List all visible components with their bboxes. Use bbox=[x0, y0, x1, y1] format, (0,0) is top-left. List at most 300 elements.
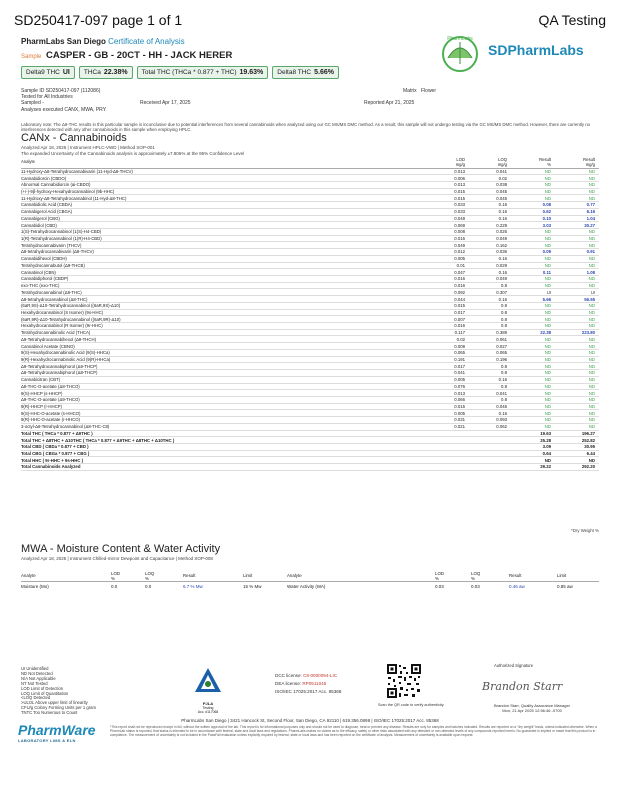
table-row bbox=[21, 410, 599, 417]
badge-thca bbox=[79, 66, 133, 79]
result-mg: ND bbox=[555, 336, 599, 343]
result-percent: ND bbox=[511, 336, 555, 343]
result-percent: ND bbox=[511, 228, 555, 235]
table-row bbox=[21, 202, 599, 209]
loq-value: 0.16 bbox=[469, 376, 511, 383]
legend-item: >ULOL Above upper limit of linearity bbox=[21, 700, 88, 706]
pjla-acc: Acc. #117068 bbox=[197, 710, 219, 714]
table-row bbox=[21, 282, 599, 289]
lod-value: 0.049 bbox=[431, 242, 469, 249]
result-mg: ND bbox=[555, 370, 599, 377]
result-percent: ND bbox=[511, 181, 555, 188]
result-mg: ND bbox=[555, 262, 599, 269]
license-block bbox=[275, 672, 341, 696]
analyte-name: 9(S)-HHCP (s-HHCP) bbox=[21, 390, 431, 397]
logo-wordmark: SDPharmLabs bbox=[488, 42, 584, 58]
top-bar bbox=[0, 0, 620, 36]
sample-name-line bbox=[21, 50, 232, 61]
badge-value: 5.66% bbox=[314, 69, 334, 76]
analyte-name: 3-octyl-Δ8-Tetrahydrocannabinol (Δ8-THC-C8) bbox=[21, 423, 431, 430]
table-row bbox=[21, 336, 599, 343]
loq-value: 0.389 bbox=[469, 329, 511, 336]
potency-badges bbox=[21, 66, 339, 79]
sample-name: CASPER - GB - 20CT - HH - JACK HERER bbox=[45, 50, 233, 61]
total-label: Total THC ( THCa * 0.877 + Δ9THC ) bbox=[21, 430, 511, 437]
loq-value: 0.8 bbox=[469, 302, 511, 309]
result-mg: 56.55 bbox=[555, 296, 599, 303]
mwa-header: Analyte bbox=[287, 572, 435, 582]
result-percent: ND bbox=[511, 417, 555, 424]
result-mg: ND bbox=[555, 309, 599, 316]
total-percent: 3.09 bbox=[511, 443, 555, 450]
analyte-name: 1(S)-Tetrahydrocannabinol (1(S)-H4-CBD) bbox=[21, 228, 431, 235]
loq-value: 0.061 bbox=[469, 336, 511, 343]
table-row bbox=[21, 296, 599, 303]
mwa-cell: 0.85 aw bbox=[557, 583, 573, 589]
loq-value: 0.8 bbox=[469, 396, 511, 403]
analyte-name: (6aR,9S)-Δ10-Tetrahydrocannabinol ((6aR,9S)-Δ10) bbox=[21, 302, 431, 309]
result-percent: 0.10 bbox=[511, 215, 555, 222]
pjla-accreditation bbox=[193, 666, 223, 714]
table-row bbox=[21, 343, 599, 350]
result-percent: ND bbox=[511, 376, 555, 383]
mwa-cell: 0.0 bbox=[145, 583, 152, 589]
lod-value: 0.016 bbox=[431, 323, 469, 330]
result-percent: 22.38 bbox=[511, 329, 555, 336]
lod-value: 0.005 bbox=[431, 410, 469, 417]
analyte-name: Δ8-Tetrahydrocannabiphorol (Δ8-THCP) bbox=[21, 370, 431, 377]
loq-value: 0.049 bbox=[469, 276, 511, 283]
total-row bbox=[21, 450, 599, 457]
result-percent: 0.11 bbox=[511, 269, 555, 276]
mwa-header: Result bbox=[509, 572, 557, 582]
legend-item: LOQ Limit of Quantitation bbox=[21, 690, 69, 696]
result-percent: UI bbox=[511, 289, 555, 296]
result-percent: ND bbox=[511, 255, 555, 262]
loq-value: 0.8 bbox=[469, 370, 511, 377]
lod-value: 0.017 bbox=[431, 363, 469, 370]
badge-total-thc bbox=[137, 66, 269, 79]
disclaimer: *This report shall not be reproduced except in full, without the written approval of the lab. This report is for informational purposes only and should not be used to diagnose, treat or prevent any disease. Results are only for samples and batches indicated. Results are reported on a "dry weight" basis, unless indicated otherwise. When a PharmLab status is reported, that status is intended to be in accordance with federal, state and local laws and regulations. PharmLabs makes no claims as to the efficacy, safety or other risks associated with any detected or non-detected levels of any compounds reported herein. No guarantee is implied or made that this product is in compliance. The measurement of uncertainty is not included in the PassFail evaluation unless explicitly required by federal, state or local laws and has been reported on the certificate of analysis. Measurement of uncertainty is available upon request. bbox=[110, 725, 597, 737]
analyte-name: Δ9-Tetrahydrocannabihexol (Δ9-THCH) bbox=[21, 336, 431, 343]
lod-value: 0.021 bbox=[431, 423, 469, 430]
canx-analyzed-line: Analyzed Apr 18, 2025 | Instrument HPLC-VWD | Method SOP-001 bbox=[21, 145, 155, 150]
lod-value: 0.008 bbox=[431, 228, 469, 235]
lod-value: 0.005 bbox=[431, 376, 469, 383]
lab-address: PharmLabs San Diego | 3421 Hancock St, Second Floor, San Diego, CA 92110 | 619.356.0898 | ISO/IEC 17025:2017 Acc. 85368 bbox=[181, 718, 439, 723]
loq-value: 0.8 bbox=[469, 282, 511, 289]
analyte-name: 9(R)-HHCP (r-HHCP) bbox=[21, 403, 431, 410]
header-result-mg: Result mg/g bbox=[555, 158, 599, 168]
result-mg: ND bbox=[555, 276, 599, 283]
table-row bbox=[21, 323, 599, 330]
document-title: SD250417-097 page 1 of 1 bbox=[14, 12, 183, 28]
result-mg: ND bbox=[555, 349, 599, 356]
table-row bbox=[21, 235, 599, 242]
lod-value: 0.007 bbox=[431, 316, 469, 323]
total-mg: 196.27 bbox=[555, 430, 599, 437]
result-percent: ND bbox=[511, 175, 555, 182]
table-row bbox=[21, 376, 599, 383]
mwa-header: Limit bbox=[557, 572, 599, 582]
badge-label: Delta9 THC bbox=[26, 69, 60, 76]
result-mg: 30.27 bbox=[555, 222, 599, 229]
lod-value: 0.048 bbox=[431, 215, 469, 222]
analyte-name: Hexahydrocannabinol (R Isomer) (9r-HHC) bbox=[21, 323, 431, 330]
loq-value: 0.065 bbox=[469, 349, 511, 356]
badge-value: 22.38% bbox=[103, 69, 128, 76]
analyte-name: 11-Hydroxy-Δ8-Tetrahydrocannabinol (11-Hyd-Δ8-THC) bbox=[21, 195, 431, 202]
loq-value: 0.027 bbox=[469, 343, 511, 350]
total-row bbox=[21, 464, 599, 471]
legend-item: UI Unidentified bbox=[21, 666, 49, 671]
signatory-name: Brandon Starr, Quality Assurance Manager bbox=[493, 703, 571, 708]
legend-item: TNTC Too Numerous to Count bbox=[21, 710, 78, 716]
table-row bbox=[21, 370, 599, 377]
total-percent: 0.64 bbox=[511, 450, 555, 457]
header-analyte: Analyte bbox=[21, 158, 431, 168]
result-percent: ND bbox=[511, 168, 555, 175]
table-header-row bbox=[21, 158, 599, 168]
lod-value: 0.066 bbox=[431, 396, 469, 403]
header-loq: LOQ mg/g bbox=[469, 158, 511, 168]
logo-arc-text: PharmLabs bbox=[447, 36, 473, 42]
analyte-name: 11-Hydroxy-Δ8-Tetrahydrocannabivarin (11-Hyd-Δ8-THCV) bbox=[21, 168, 431, 175]
dea-label: DEA license: bbox=[275, 681, 302, 686]
table-row bbox=[21, 195, 599, 202]
loq-value: 0.8 bbox=[469, 323, 511, 330]
table-row bbox=[21, 222, 599, 229]
table-row bbox=[21, 396, 599, 403]
qr-caption: Scan the QR code to verify authenticity bbox=[378, 703, 444, 707]
lab-name-text: PharmLabs San Diego bbox=[21, 37, 106, 46]
result-percent: ND bbox=[511, 235, 555, 242]
lod-value: 0.015 bbox=[431, 195, 469, 202]
dcc-license: C8-0000094-LIC bbox=[303, 673, 338, 678]
mwa-cell: 0.0 bbox=[111, 583, 118, 589]
result-mg: ND bbox=[555, 356, 599, 363]
badge-value: UI bbox=[62, 69, 70, 76]
badge-label: Total THC (THCa * 0.877 + THC) bbox=[141, 69, 237, 76]
lod-value: 0.065 bbox=[431, 349, 469, 356]
loq-value: 0.16 bbox=[469, 215, 511, 222]
result-percent: 0.09 bbox=[511, 249, 555, 256]
result-percent: ND bbox=[511, 349, 555, 356]
result-percent: ND bbox=[511, 276, 555, 283]
analyte-name: Tetrahydrocannabivarin (THCV) bbox=[21, 242, 431, 249]
analyte-name: Δ8-tetrahydrocannabinol (Δ8-THC) bbox=[21, 296, 431, 303]
loq-value: 0.8 bbox=[469, 363, 511, 370]
result-percent: ND bbox=[511, 383, 555, 390]
loq-value: 0.062 bbox=[469, 423, 511, 430]
loq-value: 0.229 bbox=[469, 222, 511, 229]
result-mg: ND bbox=[555, 228, 599, 235]
result-percent: ND bbox=[511, 390, 555, 397]
result-percent: ND bbox=[511, 302, 555, 309]
sdpharmlabs-logo bbox=[430, 32, 600, 72]
lod-value: 0.069 bbox=[431, 222, 469, 229]
table-row bbox=[21, 417, 599, 424]
legend-item: NT Not Tested bbox=[21, 680, 48, 686]
total-label: Total CBG ( CBGa * 0.877 + CBG ) bbox=[21, 450, 511, 457]
table-row bbox=[21, 349, 599, 356]
loq-value: 0.026 bbox=[469, 228, 511, 235]
analyte-name: Δ9-THC-O-acetate (Δ9-THCO) bbox=[21, 396, 431, 403]
result-mg: ND bbox=[555, 383, 599, 390]
result-mg: ND bbox=[555, 255, 599, 262]
table-row bbox=[21, 175, 599, 182]
analyte-name: (+/-)-9β-hydroxy-Hexahydrocannabinol (9b-HHC) bbox=[21, 188, 431, 195]
table-row bbox=[21, 316, 599, 323]
analyte-name: Tetrahydrocannabutol (Δ9-THCB) bbox=[21, 262, 431, 269]
qa-testing-label: QA Testing bbox=[538, 12, 606, 28]
total-mg: 252.82 bbox=[555, 437, 599, 444]
table-row bbox=[21, 289, 599, 296]
mwa-header: LOQ % bbox=[471, 572, 509, 582]
result-mg: ND bbox=[555, 168, 599, 175]
total-label: Total THC + Δ8THC + Δ10THC ( THCa * 0.877 + Δ9THC + Δ8THC + Δ10THC ) bbox=[21, 437, 511, 444]
result-mg: ND bbox=[555, 242, 599, 249]
result-mg: ND bbox=[555, 282, 599, 289]
table-row bbox=[21, 242, 599, 249]
result-mg: 223.80 bbox=[555, 329, 599, 336]
result-percent: ND bbox=[511, 282, 555, 289]
table-row bbox=[21, 228, 599, 235]
table-row bbox=[21, 363, 599, 370]
loq-value: 0.16 bbox=[469, 410, 511, 417]
mwa-cell: 0.03 bbox=[435, 583, 444, 589]
lod-value: 0.009 bbox=[431, 343, 469, 350]
tested-for: Tested for All Industries bbox=[21, 94, 73, 101]
analyte-name: Hexahydrocannabinol (S Isomer) (9s-HHC) bbox=[21, 309, 431, 316]
result-percent: ND bbox=[511, 356, 555, 363]
iso-accreditation: ISO/IEC 17025:2017 Acc. 85368 bbox=[275, 689, 342, 694]
loq-value: 0.02 bbox=[469, 175, 511, 182]
mwa-header: Result bbox=[183, 572, 243, 582]
lod-value: 0.191 bbox=[431, 356, 469, 363]
table-row bbox=[21, 188, 599, 195]
result-percent: ND bbox=[511, 396, 555, 403]
table-row bbox=[21, 215, 599, 222]
pharmware-tagline: LABORATORY LIMS & ELN bbox=[18, 738, 76, 743]
result-mg: ND bbox=[555, 363, 599, 370]
total-percent: ND bbox=[511, 457, 555, 464]
abbreviation-legend bbox=[21, 667, 96, 716]
mwa-cell: 15 % Mw bbox=[243, 583, 262, 589]
analyte-name: Cannabidiol (CBD) bbox=[21, 222, 431, 229]
result-percent: 3.03 bbox=[511, 222, 555, 229]
analyte-name: Δ9-Tetrahydrocannabiphorol (Δ9-THCP) bbox=[21, 363, 431, 370]
dry-weight-note: *Dry Weight % bbox=[571, 528, 599, 533]
table-row bbox=[21, 309, 599, 316]
analyte-name: Cannabigerol (CBG) bbox=[21, 215, 431, 222]
analyses-executed: Analyses executed CANX, MWA, PRY bbox=[21, 106, 107, 113]
sample-id: Sample ID SD250417-097 (112086) bbox=[21, 88, 101, 94]
table-row bbox=[21, 249, 599, 256]
matrix-label: Matrix bbox=[403, 88, 417, 94]
table-row bbox=[21, 403, 599, 410]
table-row bbox=[21, 262, 599, 269]
total-percent: 19.63 bbox=[511, 430, 555, 437]
analyte-name: Cannabicitran (CBT) bbox=[21, 376, 431, 383]
lod-value: 0.015 bbox=[431, 188, 469, 195]
result-percent: ND bbox=[511, 403, 555, 410]
matrix-value: Flower bbox=[421, 88, 437, 94]
analyte-name: Cannabigerol Acid (CBGA) bbox=[21, 208, 431, 215]
analyte-name: Δ8-tetrahydrocannabivarin (Δ8-THCV) bbox=[21, 249, 431, 256]
loq-value: 0.8 bbox=[469, 383, 511, 390]
lod-value: 0.015 bbox=[431, 302, 469, 309]
pjla-sub: Testing bbox=[202, 706, 214, 710]
loq-value: 0.038 bbox=[469, 181, 511, 188]
result-mg: ND bbox=[555, 323, 599, 330]
legend-item: N/A Not Applicable bbox=[21, 675, 56, 681]
header-lod: LOD mg/g bbox=[431, 158, 469, 168]
mwa-section-title: MWA - Moisture Content & Water Activity bbox=[21, 543, 221, 555]
loq-value: 0.196 bbox=[469, 356, 511, 363]
table-row bbox=[21, 255, 599, 262]
sampled-date: Sampled - bbox=[21, 100, 44, 107]
result-mg: 1.08 bbox=[555, 269, 599, 276]
result-mg: ND bbox=[555, 302, 599, 309]
canx-section-title: CANx - Cannabinoids bbox=[21, 132, 127, 144]
table-row bbox=[21, 390, 599, 397]
sample-metadata bbox=[21, 88, 601, 113]
result-mg: 0.77 bbox=[555, 202, 599, 209]
total-mg: ND bbox=[555, 457, 599, 464]
analyte-name: 9(R)-HHC-O-acetate (r-HHCO) bbox=[21, 417, 431, 424]
qr-code-icon[interactable] bbox=[386, 663, 422, 699]
lod-value: 0.016 bbox=[431, 282, 469, 289]
pharmware-wordmark: PharmWare bbox=[18, 722, 96, 738]
mwa-cell: 0.46 aw bbox=[509, 583, 525, 589]
result-percent: 0.62 bbox=[511, 208, 555, 215]
analyte-name: Cannabinol Acetate (CBNO) bbox=[21, 343, 431, 350]
analyte-name: Δ8-THC-O-acetate (Δ8-THCO) bbox=[21, 383, 431, 390]
result-mg: 0.91 bbox=[555, 249, 599, 256]
loq-value: 0.16 bbox=[469, 269, 511, 276]
loq-value: 0.029 bbox=[469, 262, 511, 269]
result-percent: ND bbox=[511, 363, 555, 370]
lod-value: 0.016 bbox=[431, 276, 469, 283]
table-row bbox=[21, 582, 599, 591]
lod-value: 0.041 bbox=[431, 370, 469, 377]
analyte-name: Tetrahydrocannabinolic Acid (THCA) bbox=[21, 329, 431, 336]
loq-value: 0.8 bbox=[469, 316, 511, 323]
badge-label: Delta8 THC bbox=[277, 69, 312, 76]
badge-delta9-thc bbox=[21, 66, 75, 79]
result-percent: 5.66 bbox=[511, 296, 555, 303]
analyte-name: 1(R)-Tetrahydrocannabinol (1(R)-H4-CBD) bbox=[21, 235, 431, 242]
lod-value: 0.012 bbox=[431, 249, 469, 256]
result-mg: ND bbox=[555, 343, 599, 350]
legend-item: CFU/g Colony Forming Units per 1 gram bbox=[21, 705, 96, 711]
analyte-name: 9(S)-Hexahydrocannabinolic Acid (9(S)-HHCa) bbox=[21, 349, 431, 356]
lod-value: 0.092 bbox=[431, 289, 469, 296]
loq-value: 0.16 bbox=[469, 296, 511, 303]
legend-item: <LOQ Detected bbox=[21, 695, 51, 701]
analyte-name: Cannabidihexol (CBDH) bbox=[21, 255, 431, 262]
table-row bbox=[21, 168, 599, 175]
loq-value: 0.16 bbox=[469, 208, 511, 215]
pjla-name: PJLA bbox=[202, 701, 214, 706]
loq-value: 0.16 bbox=[469, 255, 511, 262]
result-percent: ND bbox=[511, 195, 555, 202]
table-row bbox=[21, 181, 599, 188]
loq-value: 0.045 bbox=[469, 403, 511, 410]
table-row bbox=[21, 269, 599, 276]
result-percent: ND bbox=[511, 423, 555, 430]
result-percent: 0.08 bbox=[511, 202, 555, 209]
mwa-cell: 6.7 % Mw bbox=[183, 583, 203, 589]
lod-value: 0.017 bbox=[431, 309, 469, 316]
signature-title: Authorized Signature bbox=[494, 663, 534, 668]
header-result-pct: Result % bbox=[511, 158, 555, 168]
analyte-name: (6aR,9R)-Δ10-Tetrahydrocannabinol ((6aR,9R)-Δ10) bbox=[21, 316, 431, 323]
result-mg: ND bbox=[555, 316, 599, 323]
mwa-header: LOD % bbox=[111, 572, 145, 582]
mwa-header: LOD % bbox=[435, 572, 471, 582]
reported-date: Reported Apr 21, 2025 bbox=[364, 100, 415, 107]
loq-value: 0.16 bbox=[469, 202, 511, 209]
logo-emblem-icon bbox=[430, 32, 490, 72]
loq-value: 0.041 bbox=[469, 168, 511, 175]
lod-value: 0.015 bbox=[431, 403, 469, 410]
lod-value: 0.033 bbox=[431, 208, 469, 215]
result-percent: ND bbox=[511, 242, 555, 249]
table-row bbox=[21, 276, 599, 283]
result-percent: ND bbox=[511, 323, 555, 330]
analyte-name: Tetrahydrocannabinol (Δ9-THC) bbox=[21, 289, 431, 296]
result-mg: ND bbox=[555, 175, 599, 182]
total-row bbox=[21, 443, 599, 450]
lod-value: 0.01 bbox=[431, 262, 469, 269]
total-row bbox=[21, 437, 599, 444]
result-percent: ND bbox=[511, 316, 555, 323]
lod-value: 0.02 bbox=[431, 336, 469, 343]
mwa-header-row bbox=[21, 572, 599, 582]
analyte-name: Abnormal Cannabidiorcin (ai-CBDO) bbox=[21, 181, 431, 188]
lod-value: 0.005 bbox=[431, 255, 469, 262]
result-mg: ND bbox=[555, 195, 599, 202]
lod-value: 0.031 bbox=[431, 417, 469, 424]
analyte-name: exo-THC (exo-THC) bbox=[21, 282, 431, 289]
mwa-analyzed-line: Analyzed Apr 18, 2025 | Instrument Chilled-mirror Dewpoint and Capacitance | Method SOP-008 bbox=[21, 556, 213, 561]
result-mg: ND bbox=[555, 403, 599, 410]
result-mg: UI bbox=[555, 289, 599, 296]
result-mg: ND bbox=[555, 390, 599, 397]
loq-value: 0.036 bbox=[469, 249, 511, 256]
result-percent: ND bbox=[511, 410, 555, 417]
result-percent: ND bbox=[511, 188, 555, 195]
pjla-triangle-icon bbox=[193, 666, 223, 696]
loq-value: 0.041 bbox=[469, 390, 511, 397]
result-mg: ND bbox=[555, 181, 599, 188]
table-row bbox=[21, 208, 599, 215]
signature-image: Brandon Starr bbox=[482, 680, 563, 693]
lab-name bbox=[21, 37, 185, 46]
canx-uncertainty: The expanded Uncertainty of the Cannabinoids analysis is approximately ±7.806% at the 95% Confidence Level bbox=[21, 151, 245, 156]
result-mg: ND bbox=[555, 376, 599, 383]
total-row bbox=[21, 430, 599, 437]
total-mg: 6.44 bbox=[555, 450, 599, 457]
legend-item: LOD Limit of Detection bbox=[21, 685, 64, 691]
analyte-name: 9(S)-HHC-O-acetate (s-HHCO) bbox=[21, 410, 431, 417]
result-percent: ND bbox=[511, 309, 555, 316]
pharmware-logo bbox=[18, 722, 98, 752]
analyte-name: Cannabidiorcin (CBDO) bbox=[21, 175, 431, 182]
lod-value: 0.016 bbox=[431, 235, 469, 242]
